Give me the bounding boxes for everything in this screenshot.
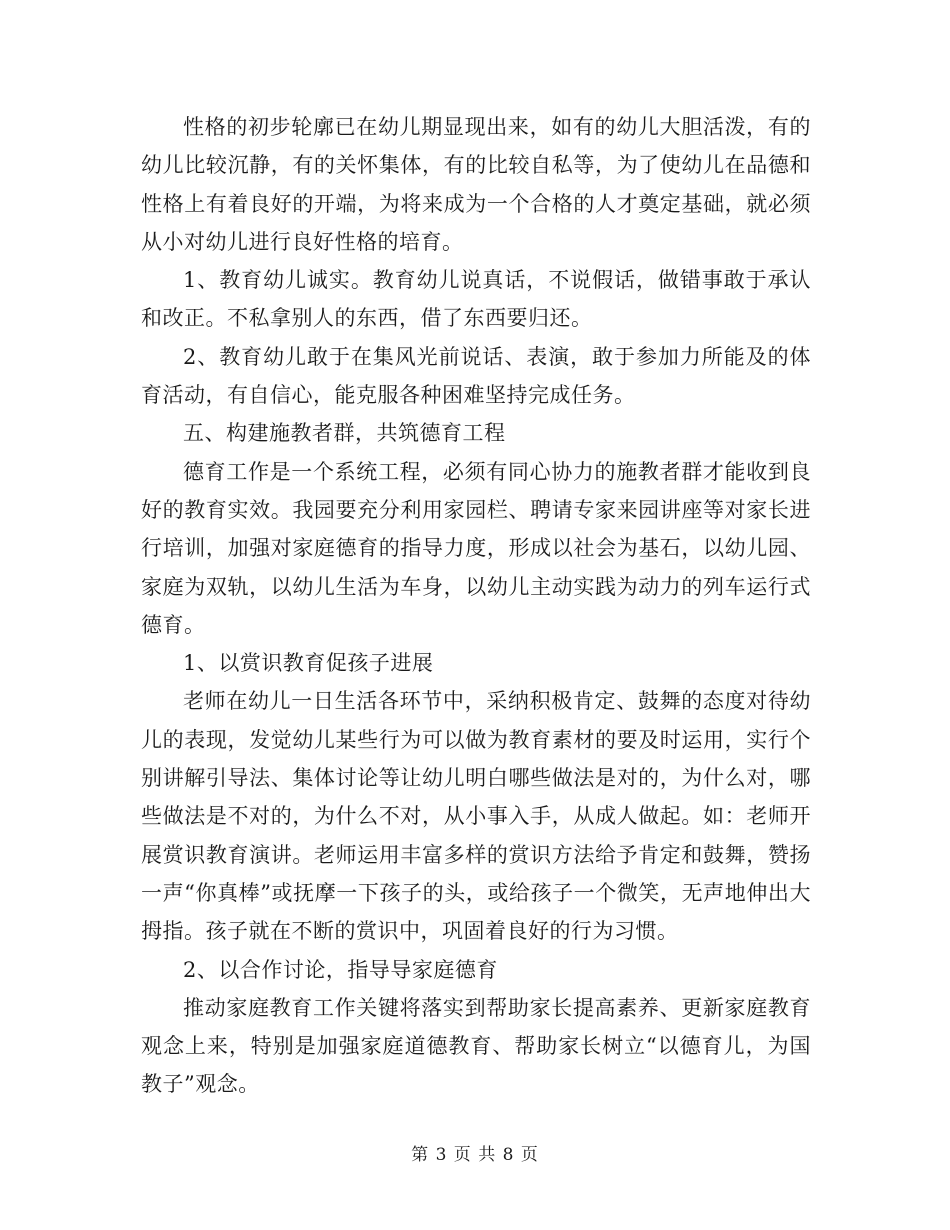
subheading-cooperation: 2、以合作讨论，指导导家庭德育 [183, 957, 498, 982]
page-number: 第 3 页 共 8 页 [411, 1145, 539, 1165]
paragraph-moral-project: 德育工作是一个系统工程，必须有同心协力的施教者群才能收到良好的教育实效。我园要充分利用家园栏、聘请专家来园讲座等对家长进行培训，加强对家庭德育的指导力度，形成以社会为基石，以幼儿园、家庭为双轨，以幼儿生活为车身，以幼儿主动实践为动力的列车运行式德育。 [141, 459, 811, 637]
paragraph-family-education: 推动家庭教育工作关键将落实到帮助家长提高素养、更新家庭教育观念上来，特别是加强家庭道德教育、帮助家长树立“以德育儿，为国教子”观念。 [141, 995, 811, 1097]
paragraph-honesty: 1、教育幼儿诚实。教育幼儿说真话，不说假话，做错事敢于承认和改正。不私拿别人的东西，借了东西要归还。 [141, 268, 811, 331]
paragraph-personality: 性格的初步轮廓已在幼儿期显现出来，如有的幼儿大胆活泼，有的幼儿比较沉静，有的关怀集体，有的比较自私等，为了使幼儿在品德和性格上有着良好的开端，为将来成为一个合格的人才奠定基础，就必须从小对幼儿进行良好性格的培育。 [141, 115, 811, 254]
page-footer [0, 1140, 950, 1165]
paragraph-confidence: 2、教育幼儿敢于在集风光前说话、表演，敢于参加力所能及的体育活动，有自信心，能克服各种困难坚持完成任务。 [141, 344, 811, 408]
paragraph-appreciation: 老师在幼儿一日生活各环节中，采纳积极肯定、鼓舞的态度对待幼儿的表现，发觉幼儿某些行为可以做为教育素材的要及时运用，实行个别讲解引导法、集体讨论等让幼儿明白哪些做法是对的，为什么对，哪些做法是不对的，为什么不对，从小事入手，从成人做起。如：老师开展赏识教育演讲。老师运用丰富多样的赏识方法给予肯定和鼓舞，赞扬一声“你真棒”或抚摩一下孩子的头，或给孩子一个微笑，无声地伸出大拇指。孩子就在不断的赏识中，巩固着良好的行为习惯。 [141, 689, 811, 944]
document-body [141, 108, 811, 1104]
section-heading-five: 五、构建施教者群，共筑德育工程 [183, 421, 506, 446]
subheading-appreciation: 1、以赏识教育促孩子进展 [183, 651, 434, 676]
